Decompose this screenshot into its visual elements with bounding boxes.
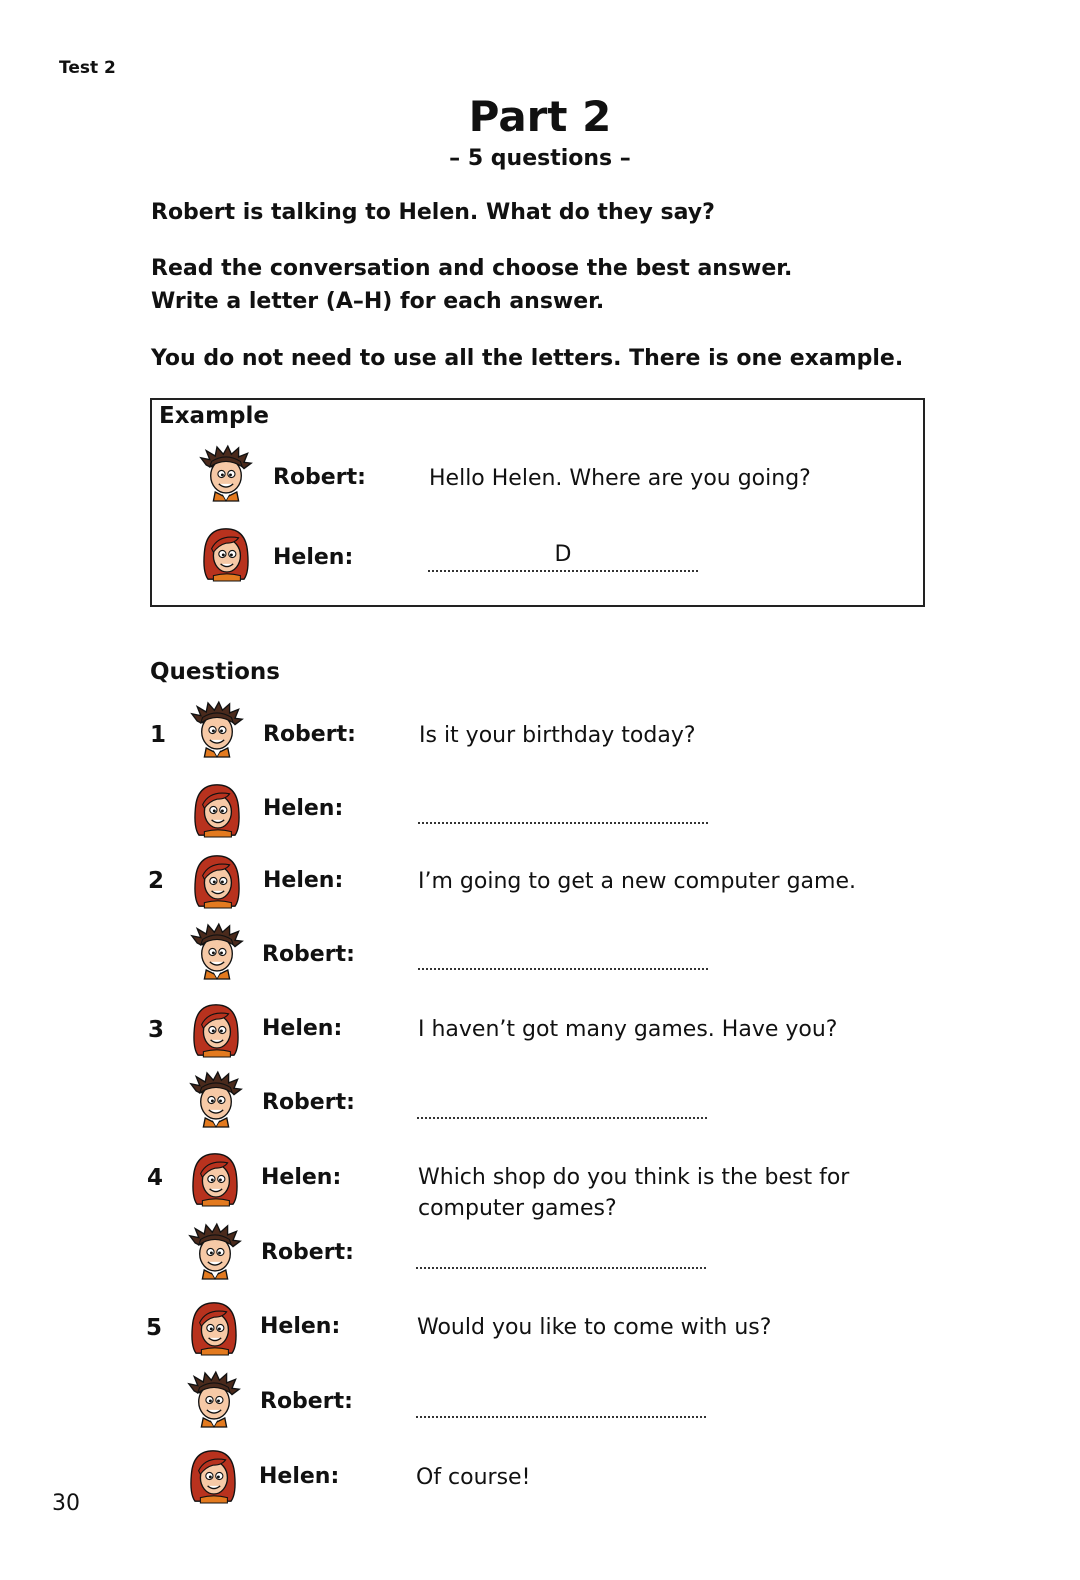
instruction-line-2: Write a letter (A–H) for each answer.	[151, 289, 605, 314]
helen-avatar-icon	[189, 1000, 243, 1060]
test-label: Test 2	[59, 58, 116, 78]
page-subtitle: – 5 questions –	[449, 146, 631, 171]
robert-avatar-icon	[190, 922, 244, 982]
closing-speaker: Helen:	[259, 1464, 340, 1489]
question-1-answer-line[interactable]	[418, 822, 708, 824]
example-answer-line	[428, 570, 698, 572]
question-3-answer-line[interactable]	[417, 1117, 707, 1119]
instruction-line-3: You do not need to use all the letters. There is one example.	[151, 346, 904, 371]
question-number-4: 4	[147, 1165, 164, 1191]
page-title: Part 2	[468, 92, 612, 141]
page-number: 30	[52, 1491, 80, 1516]
question-4-prompt-speaker: Helen:	[261, 1165, 342, 1190]
question-2-answer-line[interactable]	[418, 968, 708, 970]
question-1-prompt: Is it your birthday today?	[419, 723, 696, 748]
helen-avatar-icon	[187, 1298, 241, 1358]
question-4-answer-line[interactable]	[416, 1267, 706, 1269]
example-helen-label: Helen:	[273, 545, 354, 570]
question-5-answer-line[interactable]	[416, 1416, 706, 1418]
robert-avatar-icon	[189, 1070, 243, 1130]
robert-avatar-icon	[188, 1222, 242, 1282]
helen-avatar-icon	[199, 524, 253, 584]
helen-avatar-icon	[190, 851, 244, 911]
questions-heading: Questions	[150, 659, 280, 685]
example-robert-label: Robert:	[273, 465, 366, 490]
question-3-answer-speaker: Robert:	[262, 1090, 355, 1115]
example-answer-value: D	[554, 542, 572, 567]
question-4-prompt-line-1: Which shop do you think is the best for	[418, 1165, 850, 1190]
example-box	[150, 398, 925, 607]
helen-avatar-icon	[186, 1446, 240, 1506]
question-number-1: 1	[150, 722, 167, 748]
instruction-intro: Robert is talking to Helen. What do they say?	[151, 200, 715, 225]
robert-avatar-icon	[199, 444, 253, 504]
closing-text: Of course!	[416, 1465, 531, 1490]
question-2-prompt: I’m going to get a new computer game.	[418, 869, 856, 894]
question-5-prompt: Would you like to come with us?	[417, 1315, 772, 1340]
helen-avatar-icon	[190, 780, 244, 840]
question-2-prompt-speaker: Helen:	[263, 868, 344, 893]
question-2-answer-speaker: Robert:	[262, 942, 355, 967]
example-heading: Example	[159, 403, 269, 429]
robert-avatar-icon	[187, 1370, 241, 1430]
question-number-5: 5	[146, 1315, 163, 1341]
question-4-prompt-line-2: computer games?	[418, 1196, 617, 1221]
question-3-prompt: I haven’t got many games. Have you?	[418, 1017, 838, 1042]
question-4-answer-speaker: Robert:	[261, 1240, 354, 1265]
example-robert-text: Hello Helen. Where are you going?	[429, 466, 811, 491]
instruction-line-1: Read the conversation and choose the best answer.	[151, 256, 793, 281]
question-number-3: 3	[148, 1017, 165, 1043]
question-5-answer-speaker: Robert:	[260, 1389, 353, 1414]
question-1-prompt-speaker: Robert:	[263, 722, 356, 747]
question-number-2: 2	[148, 868, 165, 894]
question-5-prompt-speaker: Helen:	[260, 1314, 341, 1339]
question-3-prompt-speaker: Helen:	[262, 1016, 343, 1041]
helen-avatar-icon	[188, 1149, 242, 1209]
robert-avatar-icon	[190, 700, 244, 760]
question-1-answer-speaker: Helen:	[263, 796, 344, 821]
